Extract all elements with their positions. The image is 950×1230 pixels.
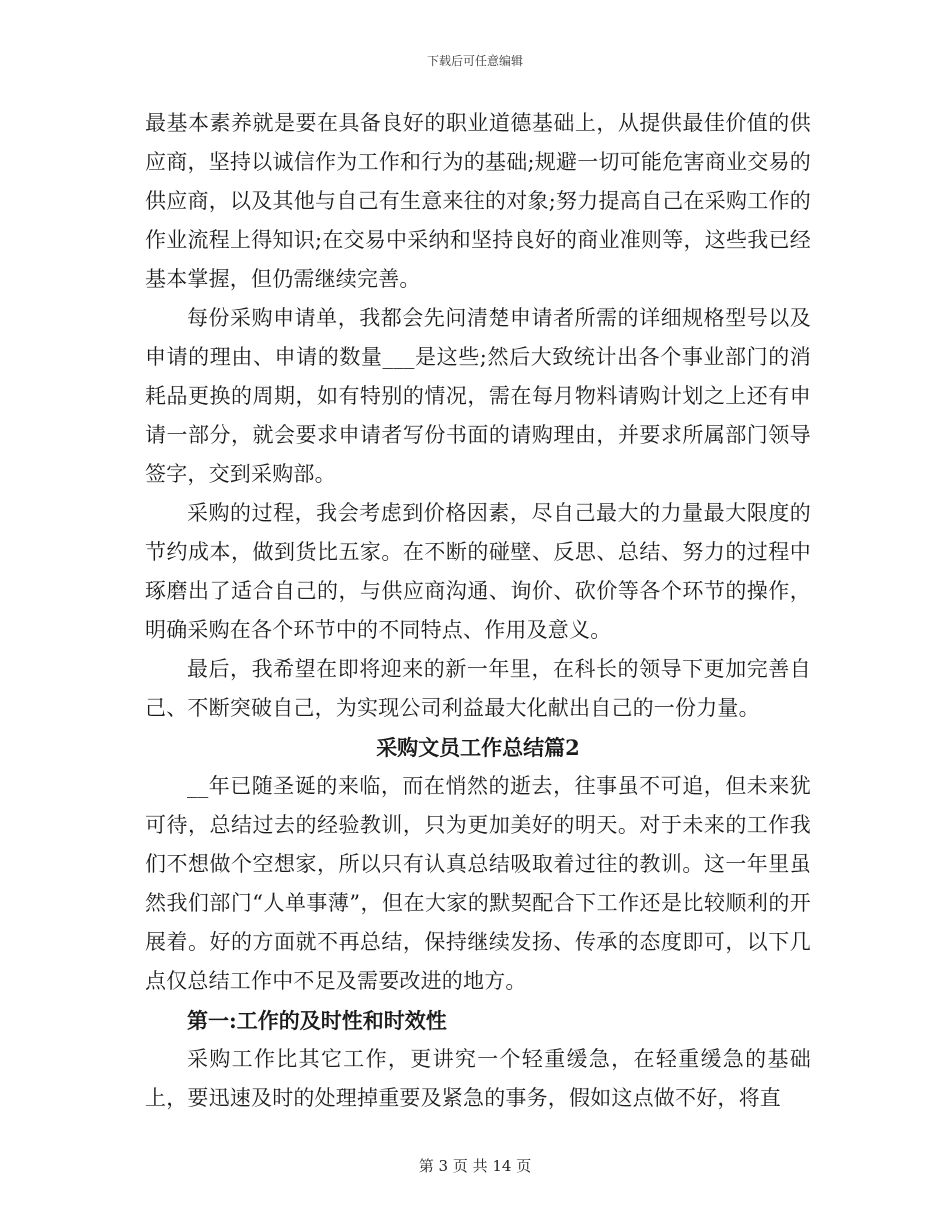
document-body [145, 104, 811, 1118]
paragraph-4: 最后，我希望在即将迎来的新一年里，在科长的领导下更加完善自己、不断突破自己，为实现公司利益最大化献出自己的一份力量。 [145, 657, 811, 720]
paragraph-1: 最基本素养就是要在具备良好的职业道德基础上，从提供最佳价值的供应商，坚持以诚信作为工作和行为的基础;规避一切可能危害商业交易的供应商，以及其他与自己有生意来往的对象;努力提高自己在采购工作的作业流程上得知识;在交易中采纳和坚持良好的商业准则等，这些我已经基本掌握，但仍需继续完善。 [145, 111, 811, 291]
header-note: 下载后可任意编辑 [426, 54, 523, 68]
subheading: 第一:工作的及时性和时效性 [187, 1008, 447, 1033]
paragraph-2: 每份采购申请单，我都会先问清楚申请者所需的详细规格型号以及申请的理由、申请的数量___是这些;然后大致统计出各个事业部门的消耗品更换的周期，如有特别的情况，需在每月物料请购计划之上还有申请一部分，就会要求申请者写份书面的请购理由，并要求所属部门领导签字，交到采购部。 [145, 306, 811, 486]
page-number: 第 3 页 共 14 页 [418, 1157, 532, 1175]
paragraph-3: 采购的过程，我会考虑到价格因素，尽自己最大的力量最大限度的节约成本，做到货比五家。在不断的碰壁、反思、总结、努力的过程中琢磨出了适合自己的，与供应商沟通、询价、砍价等各个环节的操作，明确采购在各个环节中的不同特点、作用及意义。 [145, 501, 811, 642]
paragraph-5: __年已随圣诞的来临，而在悄然的逝去，往事虽不可追，但未来犹可待，总结过去的经验教训，只为更加美好的明天。对于未来的工作我们不想做个空想家，所以只有认真总结吸取着过往的教训。这一年里虽然我们部门“人单事薄”，但在大家的默契配合下工作还是比较顺利的开展着。好的方面就不再总结，保持继续发扬、传承的态度即可，以下几点仅总结工作中不足及需要改进的地方。 [145, 774, 811, 993]
paragraph-6: 采购工作比其它工作，更讲究一个轻重缓急，在轻重缓急的基础上，要迅速及时的处理掉重要及紧急的事务，假如这点做不好，将直 [145, 1047, 811, 1110]
section-title: 采购文员工作总结篇2 [376, 735, 580, 760]
